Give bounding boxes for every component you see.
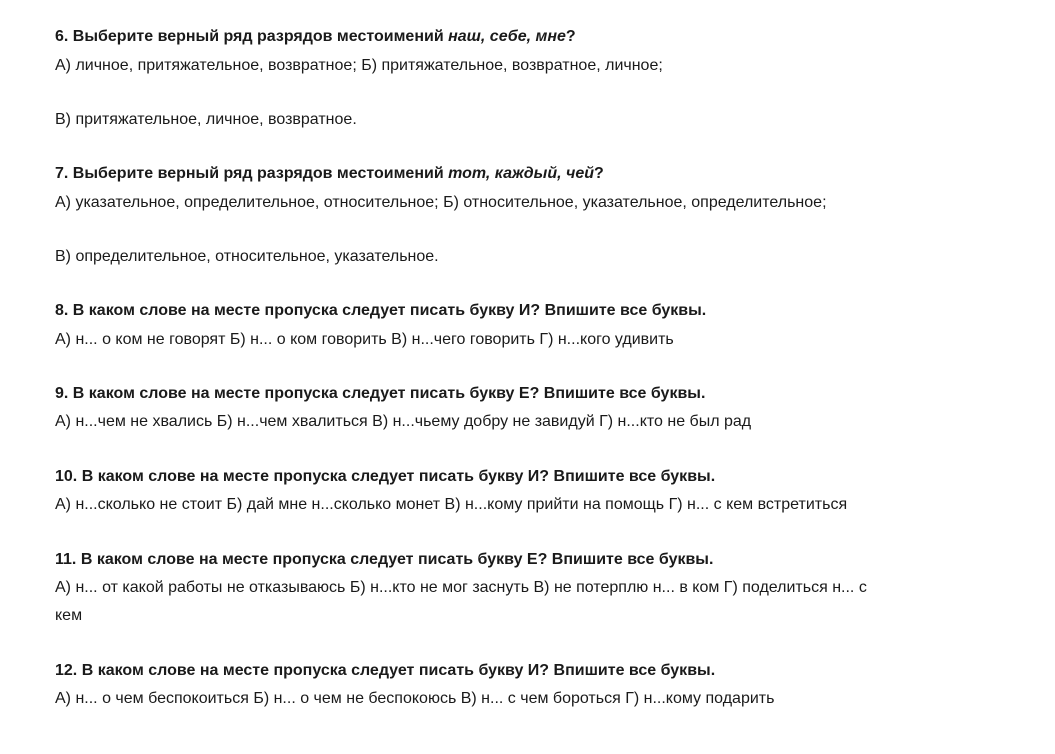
- question-7-title: [55, 164, 604, 184]
- question-12-title: [55, 661, 715, 681]
- question-11-answer-line-2: кем: [55, 607, 83, 624]
- question-6-answer-line-2: В) притяжательное, личное, возвратное.: [55, 111, 357, 128]
- question-7-answer-line-2: В) определительное, относительное, указательное.: [55, 248, 439, 265]
- question-9-answer-line-1: А) н...чем не хвались Б) н...чем хвалиться В) н...чьему добру не завидуй Г) н...кто не был рад: [55, 413, 752, 430]
- question-12-answer-line-1: А) н... о чем беспокоиться Б) н... о чем не беспокоюсь В) н... с чем бороться Г) н...кому подарить: [55, 690, 775, 707]
- question-number: 12.: [55, 662, 78, 679]
- question-number: 6.: [55, 28, 69, 45]
- question-10-title: [55, 467, 715, 487]
- question-italic-words: тот, каждый, чей: [448, 165, 595, 182]
- question-text: В каком слове на месте пропуска следует писать букву И? Впишите все буквы.: [81, 662, 716, 679]
- question-text: В каком слове на месте пропуска следует писать букву И? Впишите все буквы.: [81, 468, 716, 485]
- question-6-answer-line-1: А) личное, притяжательное, возвратное; Б) притяжательное, возвратное, личное;: [55, 57, 663, 74]
- question-text: Выберите верный ряд разрядов местоимений: [72, 165, 444, 182]
- question-number: 8.: [55, 302, 69, 319]
- question-10-answer-line-1: А) н...сколько не стоит Б) дай мне н...сколько монет В) н...кому прийти на помощь Г) н... с кем встретиться: [55, 496, 848, 513]
- question-italic-words: наш, себе, мне: [448, 28, 566, 45]
- question-7-answer-line-1: А) указательное, определительное, относительное; Б) относительное, указательное, определительное;: [55, 194, 827, 211]
- question-11-title: [55, 550, 713, 570]
- question-number: 9.: [55, 385, 69, 402]
- question-number: 10.: [55, 468, 78, 485]
- question-end: ?: [594, 165, 604, 182]
- question-end: ?: [565, 28, 576, 45]
- question-9-title: [55, 384, 705, 404]
- question-text: В каком слове на месте пропуска следует писать букву Е? Впишите все буквы.: [80, 551, 714, 568]
- question-number: 11.: [55, 551, 77, 568]
- question-8-title: [55, 301, 706, 321]
- question-11-answer-line-1: А) н... от какой работы не отказываюсь Б) н...кто не мог заснуть В) не потерплю н... в ком Г) поделиться н... с: [55, 579, 867, 596]
- question-text: В каком слове на месте пропуска следует писать букву И? Впишите все буквы.: [72, 302, 707, 319]
- question-6-title: [55, 27, 576, 47]
- question-text: Выберите верный ряд разрядов местоимений: [72, 28, 444, 45]
- question-8-answer-line-1: А) н... о ком не говорят Б) н... о ком говорить В) н...чего говорить Г) н...кого удивить: [55, 331, 674, 348]
- question-number: 7.: [55, 165, 69, 182]
- question-text: В каком слове на месте пропуска следует писать букву Е? Впишите все буквы.: [72, 385, 706, 402]
